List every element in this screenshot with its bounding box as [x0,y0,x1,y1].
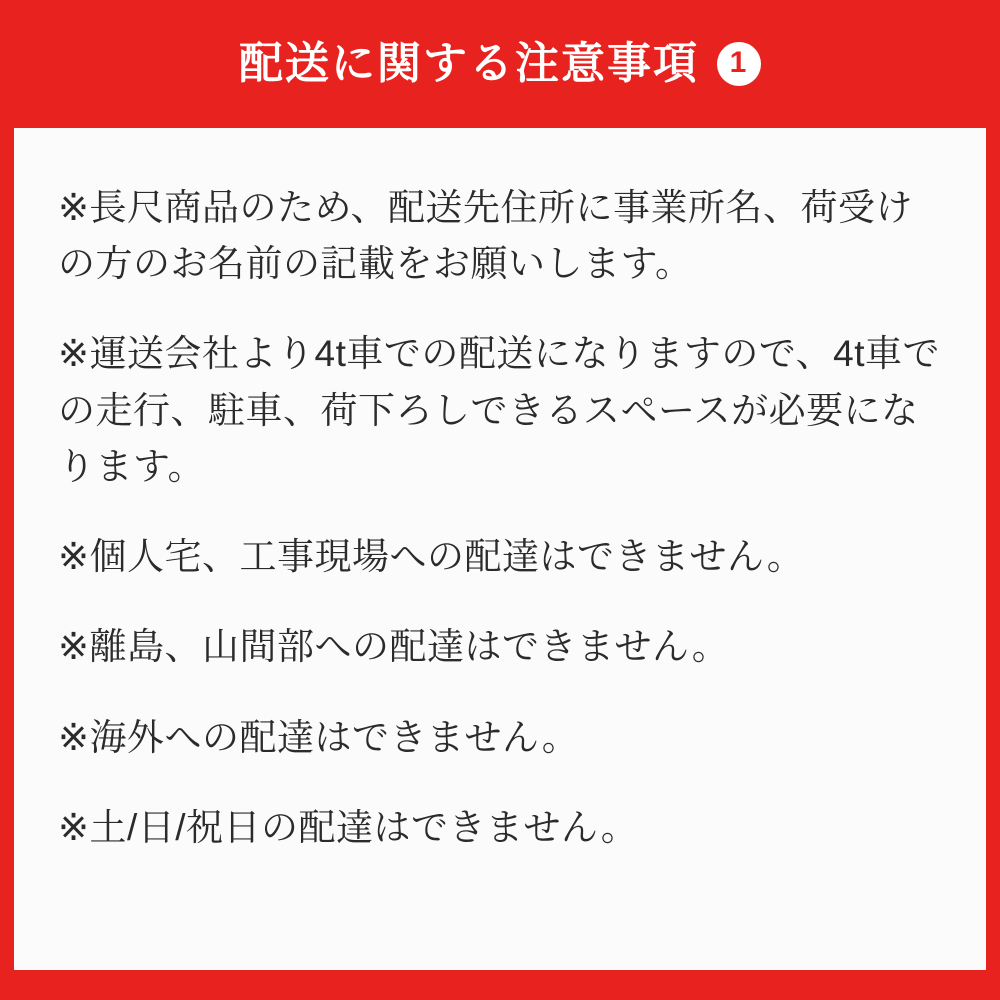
notice-item: ※長尺商品のため、配送先住所に事業所名、荷受けの方のお名前の記載をお願いします。 [58,187,914,285]
notice-item: ※離島、山間部への配達はできません。 [58,626,730,668]
notice-card [14,128,986,970]
number-one-badge-icon: 1 [717,42,761,86]
notice-item: ※個人宅、工事現場への配達はできません。 [58,536,805,578]
banner-header [0,0,1000,128]
notice-item: ※土/日/祝日の配達はできません。 [58,806,639,848]
page-title-text: 配送に関する注意事項 [239,39,699,88]
page-title [239,39,761,88]
notice-item: ※運送会社より4t車での配送になりますので、4t車での走行、駐車、荷下ろしできるスペースが必要になります。 [58,333,940,487]
notice-item: ※海外への配達はできません。 [58,716,580,758]
